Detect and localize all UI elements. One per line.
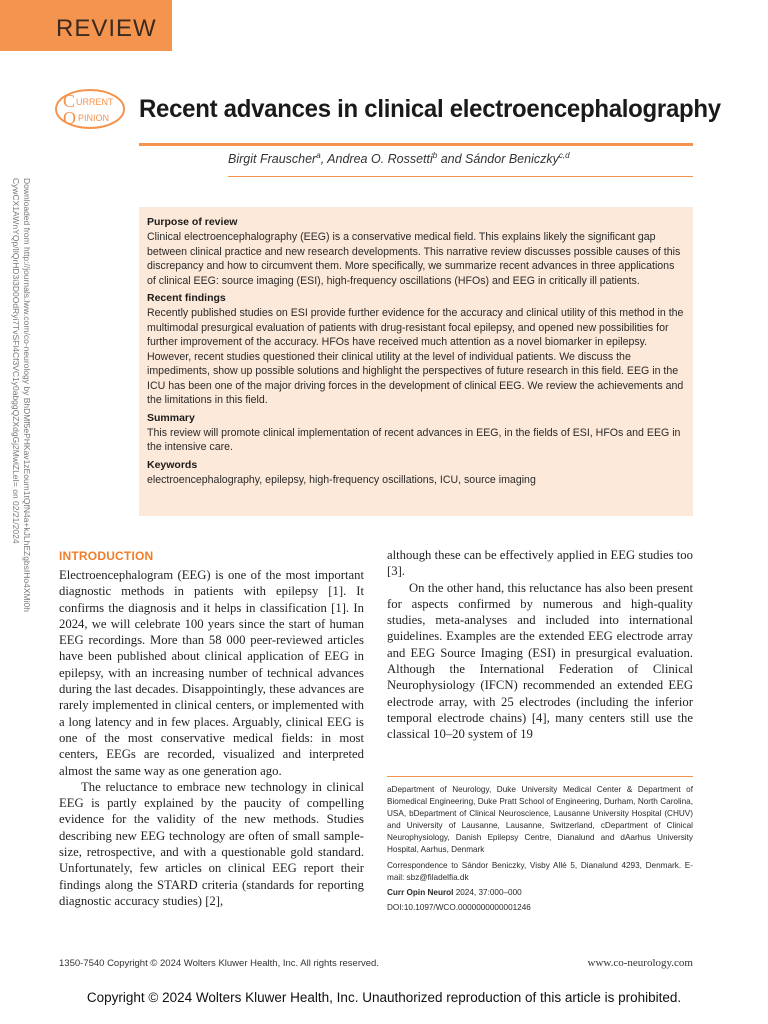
correspondence: Correspondence to Sándor Beniczky, Visby Allé 5, Dianalund 4293, Denmark. E-mail: sbz@filadelfia.dk	[387, 860, 693, 882]
footnotes	[387, 784, 693, 917]
body-column-right	[387, 547, 693, 743]
introduction-heading: INTRODUCTION	[59, 549, 154, 563]
logo-word-current: URRENT	[76, 97, 114, 107]
author-name: Andrea O. Rossetti	[327, 152, 433, 167]
journal-website-link[interactable]: www.co-neurology.com	[587, 957, 693, 969]
keywords-heading: Keywords	[147, 458, 198, 471]
doi: DOI:10.1097/WCO.0000000000001246	[387, 902, 531, 912]
abstract-purpose-text: Clinical electroencephalography (EEG) is a conservative medical field. This explains likely the significant gap between clinical practice and new research developments. This narrative review discusses possible causes of this discrepancy and how to circumvent them. More specifically, we summarize recent advances in three applications of clinical EEG: source imaging (ESI), high-frequency oscillations (HFOs) and EEG in critically ill patients.	[147, 231, 681, 287]
author-affiliation: a	[316, 151, 321, 160]
copyright-notice: Copyright © 2024 Wolters Kluwer Health, Inc. Unauthorized reproduction of this article is prohibited.	[86, 990, 682, 1005]
current-opinion-logo	[54, 88, 126, 130]
article-title: Recent advances in clinical electroencephalography	[139, 95, 721, 123]
svg-text:C: C	[63, 91, 76, 111]
svg-text:O: O	[63, 108, 76, 128]
body-paragraph: although these can be effectively applied in EEG studies too [3].	[387, 548, 693, 579]
abstract-findings-text: Recently published studies on ESI provide further evidence for the accuracy and clinical utility of this method in the multimodal presurgical evaluation of patients with drug-resistant focal epilepsy, and opened new possibilities for further improvement of the accuracy. HFOs have received much attention as a novel biomarker in epilepsy. However, recent studies questioned their clinical utility at the level of individual patients. We discuss the impediments, show up possible solutions and highlight the perspectives of future research in this field. EEG in the ICU has been one of the major driving forces in the development of clinical EEG. We review the achievements and the limitations in this field.	[147, 307, 684, 406]
logo-word-opinion: PINION	[78, 113, 110, 123]
author-list: Birgit Frauscher$^a$, Andrea O. Rossetti$^b$ and Sándor Beniczky$^{c,d}$	[228, 151, 570, 167]
footnote-divider	[387, 776, 693, 777]
author-affiliation: c,d	[558, 151, 570, 160]
title-divider	[139, 143, 693, 146]
author-name: Birgit Frauscher	[228, 152, 317, 167]
keywords-text: electroencephalography, epilepsy, high-frequency oscillations, ICU, source imaging	[147, 473, 536, 486]
abstract-box	[139, 207, 693, 516]
body-paragraph: On the other hand, this reluctance has also been present for aspects confirmed by numerous and high-quality studies, meta-analyses and included into international guidelines. Examples are the extended EEG electrode array and EEG Source Imaging (ESI) in presurgical evaluation. Although the International Federation of Clinical Neurophysiology (IFCN) recommended an extended EEG electrode array, with 25 electrodes (including the inferior temporal electrode chains) [4], many centers still use the classical 10–20 system of 19	[387, 580, 693, 742]
body-column-left	[59, 567, 364, 909]
abstract-summary-text: This review will promote clinical implementation of recent advances in EEG, in the fields of ESI, HFOs and EEG in the intensive care.	[147, 426, 681, 453]
affiliations: aDepartment of Neurology, Duke University Medical Center & Department of Biomedical Engineering, Duke Pratt School of Engineering, Durham, North Carolina, USA, bDepartment of Clinical Neuroscience, Lausanne University Hospital (CHUV) and University of Lausanne, Lausanne, Switzerland, cDepartment of Clinical Neurophysiology, Danish Epilepsy Centre, Dianalund and dAarhus University Hospital, Aarhus, Denmark	[387, 785, 693, 855]
abstract-purpose-heading: Purpose of review	[147, 216, 238, 228]
issn-copyright: 1350-7540 Copyright © 2024 Wolters Kluwer Health, Inc. All rights reserved.	[59, 958, 379, 969]
journal-citation: Curr Opin Neurol 2024, 37:000–000	[387, 887, 522, 897]
abstract-findings-heading: Recent findings	[147, 292, 226, 304]
body-paragraph: Electroencephalogram (EEG) is one of the most important diagnostic methods in patients with epilepsy [1]. It confirms the diagnosis and it helps in classification [1]. In 2024, we will celebrate 100 years since the start of human EEG recordings. More than 58 000 peer-reviewed articles have been published about clinical application of EEG in epilepsy, with an increasing number of technical advances during the last decades. Disappointingly, these advances are rarely implemented in clinical centers, or implemented with a long latency and in few places. Arguably, clinical EEG is one of the most conservative medical fields: in most centers, EEGs are recorded, visualized and interpreted almost the same way as one generation ago.	[59, 568, 364, 778]
author-divider	[228, 176, 693, 177]
author-affiliation: b	[432, 151, 438, 160]
author-name: Sándor Beniczky	[465, 152, 559, 167]
body-paragraph: The reluctance to embrace new technology in clinical EEG is partly explained by the paucity of compelling evidence for the validity of the new methods. Studies describing new EEG technology are often of small sample-size, retrospective, and with a questionable gold standard. Unfortunately, few articles on clinical EEG report their findings along the STARD criteria (standards for reporting diagnostic accuracy studies) [2],	[59, 779, 364, 908]
section-label: REVIEW	[56, 15, 157, 42]
review-section-tab	[0, 0, 172, 51]
download-watermark: Downloaded from http://journals.lww.com/co-neurology by BhDMf5ePHKav1zEoum1tQfN4a+kJLhEZgbsIHo4XMi0h CywCX1AWnYQp/IlQrHD3i3D0OdRyi7TvSFl4Cf3VC1y0abggQZXdgGj2MwlZLeI= on 02/21/2024	[11, 178, 32, 612]
abstract-summary-heading: Summary	[147, 411, 195, 424]
